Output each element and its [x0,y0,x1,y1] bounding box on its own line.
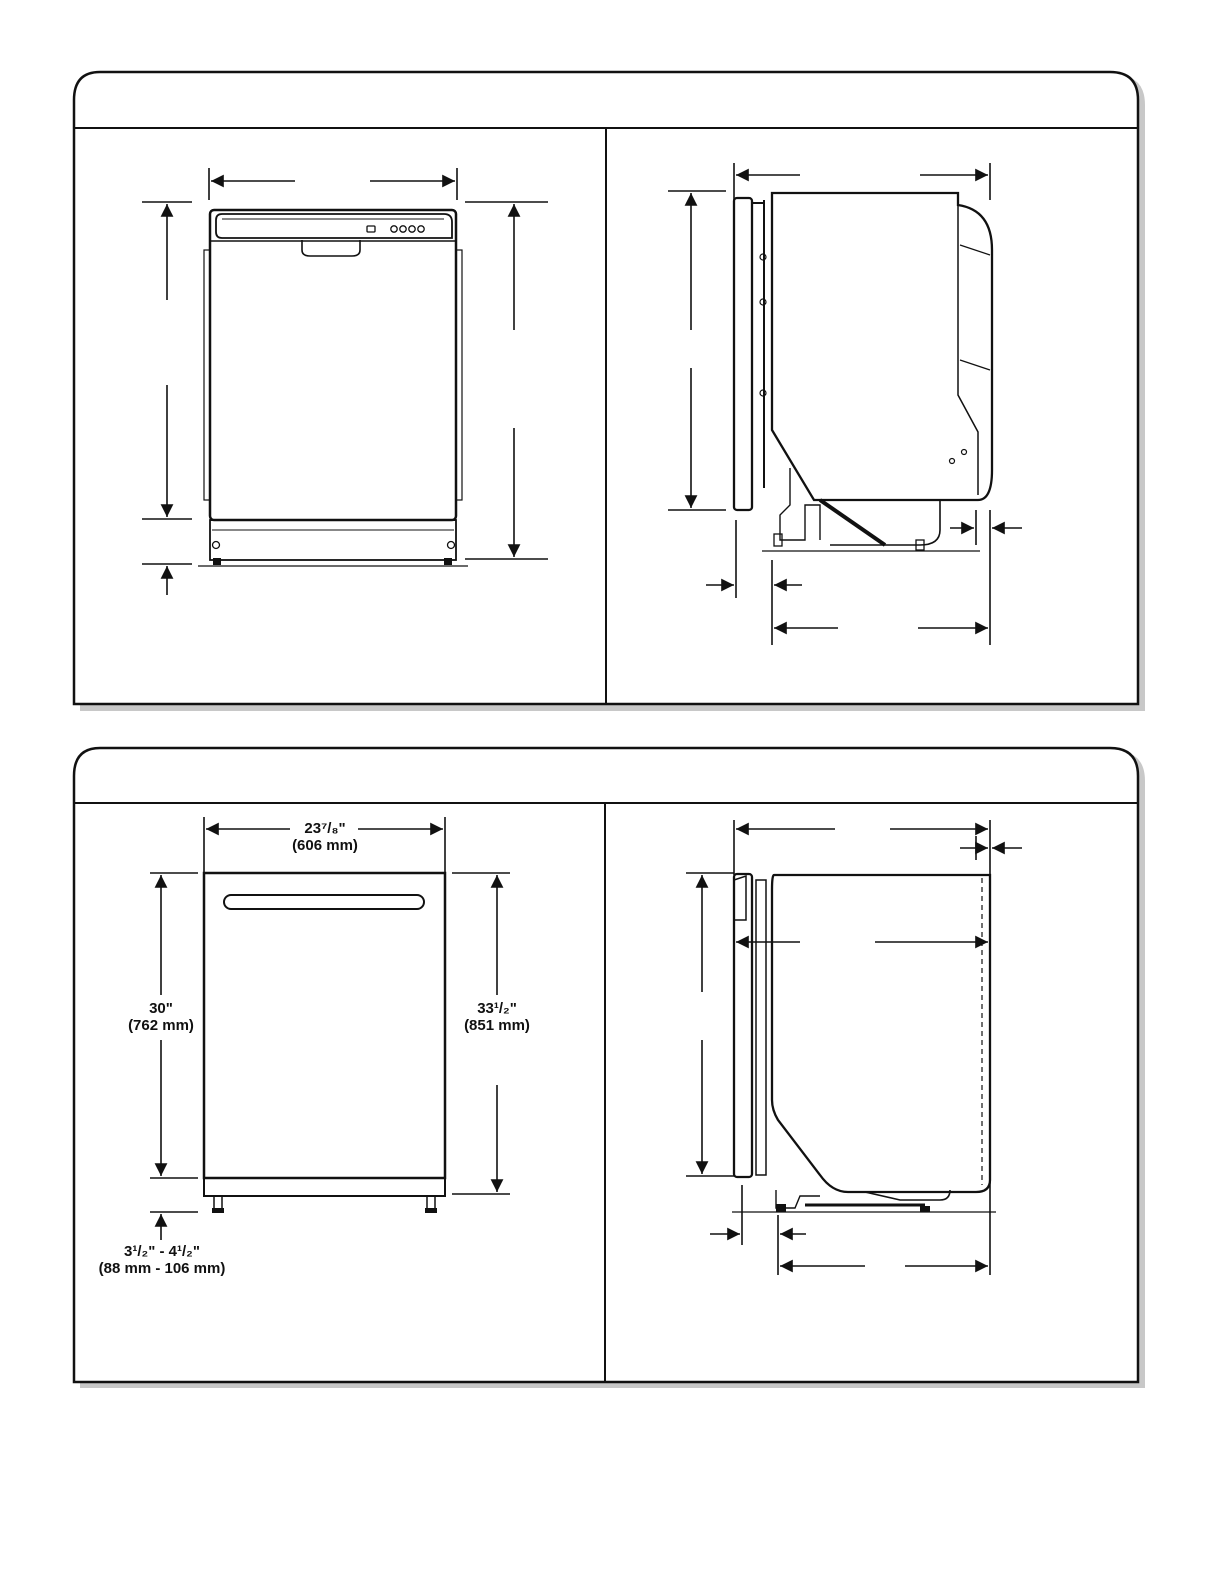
bottom-panel-frame [70,746,1150,1396]
foot-height-mm: (88 mm - 106 mm) [98,1260,226,1277]
foot-height-inches: 3¹/₂" - 4¹/₂" [124,1243,200,1260]
door-height-mm: (762 mm) [128,1017,194,1034]
door-height-inches: 30" [149,1000,173,1017]
top-panel-frame [70,70,1150,720]
overall-height-mm: (851 mm) [464,1017,530,1034]
width-mm: (606 mm) [292,837,358,854]
overall-height-label [442,1000,552,1034]
overall-height-inches: 33¹/₂" [477,1000,517,1017]
door-height-label [106,1000,216,1034]
width-inches: 23⁷/₈" [304,820,346,837]
foot-height-label [80,1243,244,1277]
top-panel [70,70,1150,720]
width-label [270,820,380,854]
bottom-panel [70,746,1150,1396]
